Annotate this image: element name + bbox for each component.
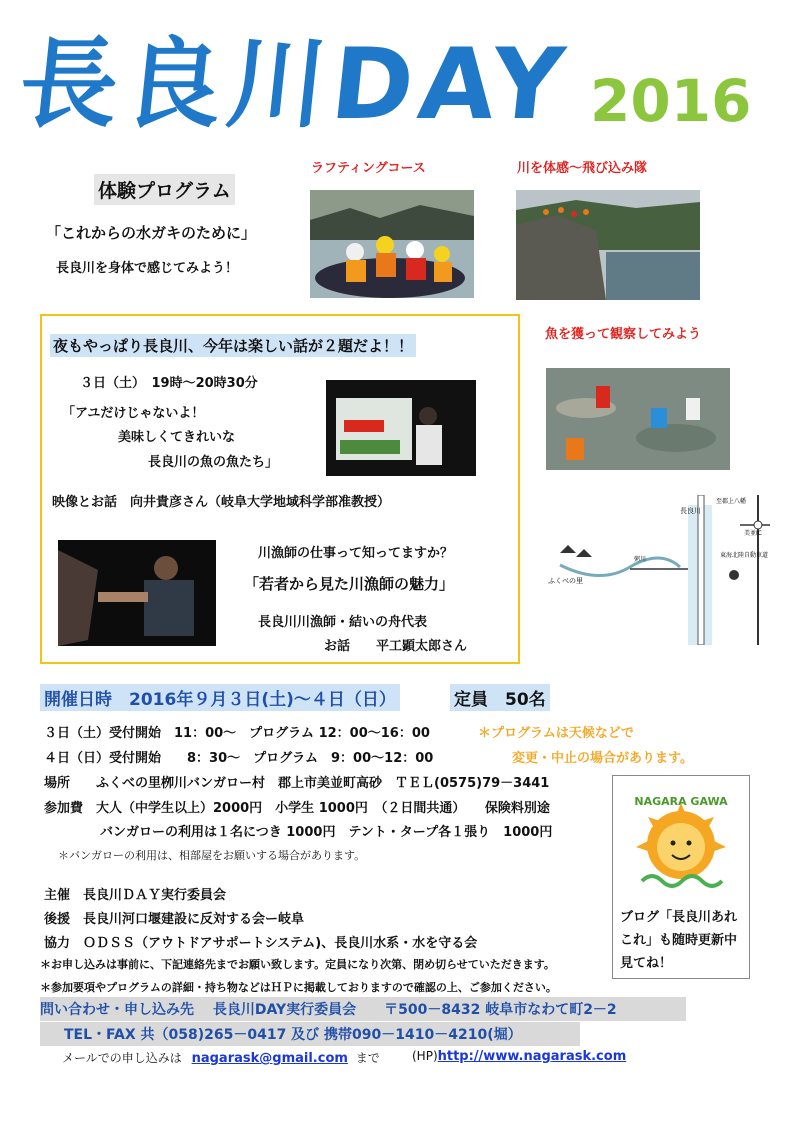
event-date: 開催日時 2016年９月３日(土)～４日（日）	[40, 684, 400, 711]
blog-line3: 見てね！	[620, 956, 673, 971]
talk2-speaker1: 長良川川漁師・結いの舟代表	[258, 615, 428, 630]
talk2-title: 「若者から見た川漁師の魅力」	[244, 575, 455, 593]
contact-line1: 問い合わせ・申し込み先 長良川DAY実行委員会 〒500－8432 岐阜市なわて町2－2	[40, 997, 686, 1021]
fish-label: 魚を獲って観察してみよう	[545, 327, 702, 342]
schedule-day2: ４日（日）受付開始 8：30～ プログラム 9：00～12：00	[44, 751, 434, 766]
event-capacity: 定員 50名	[450, 684, 550, 711]
blog-line1: ブログ「長良川あれ	[620, 910, 738, 925]
night-headline: 夜もやっぱり長良川、今年は楽しい話が２題だよ！！	[50, 334, 416, 357]
rafting-photo	[310, 190, 474, 298]
program-subtitle: 「これからの水ガキのために」	[46, 224, 257, 242]
talk1-title-line1: 「アユだけじゃないよ！	[62, 406, 205, 421]
program-tagline: 長良川を身体で感じてみよう！	[56, 261, 239, 276]
note-details: ＊参加要項やプログラムの詳細・持ち物などはＨＰに掲載しておりますので確認の上、ご参加ください。	[40, 981, 557, 994]
rafting-label: ラフティングコース	[311, 161, 426, 176]
hp-label: (HP)	[412, 1049, 438, 1063]
contact-line2: TEL・FAX 共（058)265－0417 及び 携帯090－1410－4210(堀）	[40, 1022, 580, 1046]
program-heading: 体験プログラム	[94, 174, 235, 205]
logo-text: NAGARA GAWA	[634, 795, 728, 808]
schedule-day1: ３日（土）受付開始 11：00～ プログラム 12：00～16：00	[44, 726, 430, 741]
map-label-ic: 美並IC	[744, 530, 762, 537]
organizer-coop: 協力 ＯＤＳＳ（アウトドアサポートシステム)、長良川水系・水を守る会	[44, 936, 478, 951]
map-label-river: 長良川	[680, 507, 701, 515]
organizer-host: 主催 長良川ＤＡＹ実行委員会	[44, 888, 227, 903]
talk2-photo	[58, 540, 216, 646]
venue-info: 場所 ふくべの里栁川バンガロー村 郡上市美並町高砂 ＴＥＬ(0575)79－3441	[44, 776, 550, 791]
talk2-question: 川漁師の仕事って知ってますか？	[258, 546, 454, 561]
jump-label: 川を体感～飛び込み隊	[517, 161, 648, 176]
talk2-speaker2: お話 平工顕太郎さん	[324, 639, 468, 654]
map-label-fukube: ふくべの里	[548, 577, 583, 585]
note-application: ＊お申し込みは事前に、下記連絡先までお願い致します。定員になり次第、閉め切らせていただきます。	[40, 958, 555, 971]
mail-link[interactable]: nagarask@gmail.com	[191, 1051, 348, 1066]
talk1-title-line2: 美味しくてきれいな	[118, 430, 236, 445]
hp-row	[412, 1049, 626, 1064]
bungalow-info: バンガローの利用は１名につき 1000円 テント・タープ各１張り 1000円	[100, 825, 553, 840]
map-label-kayukawa: 粥川	[634, 556, 647, 563]
jump-photo	[516, 190, 700, 300]
talk1-title-line3: 長良川の魚の魚たち」	[148, 455, 279, 470]
mail-suffix: まで	[355, 1051, 380, 1065]
blog-line2: これ」も随時更新中	[620, 933, 738, 948]
talk1-time: ３日（土） 19時～20時30分	[80, 376, 258, 391]
map-label-expressway: 東海北陸自動車道	[720, 552, 769, 559]
nagara-gawa-logo	[622, 785, 740, 895]
blog-text	[620, 906, 737, 975]
page-title: 長良川DAY	[14, 28, 575, 142]
mail-label: メールでの申し込みは	[62, 1051, 182, 1065]
schedule-day1-note: ＊プログラムは天候などで	[478, 726, 634, 741]
organizer-support: 後援 長良川河口堰建設に反対する会ー岐阜	[44, 912, 305, 927]
fee-info: 参加費 大人（中学生以上）2000円 小学生 1000円 （２日間共通） 保険料別途	[44, 801, 550, 816]
talk1-speaker: 映像とお話 向井貴彦さん（岐阜大学地域科学部准教授）	[52, 495, 391, 510]
access-map	[540, 495, 770, 645]
bungalow-note: ＊バンガローの利用は、相部屋をお願いする場合があります。	[58, 849, 366, 862]
map-label-hachiman: 至郡上八幡	[716, 498, 747, 505]
title-year: 2016	[590, 67, 752, 135]
schedule-day2-note: 変更・中止の場合があります。	[512, 751, 693, 766]
hp-link[interactable]: http://www.nagarask.com	[437, 1049, 627, 1064]
mail-row	[62, 1049, 380, 1066]
talk1-photo	[326, 380, 476, 476]
fish-photo	[546, 368, 730, 470]
